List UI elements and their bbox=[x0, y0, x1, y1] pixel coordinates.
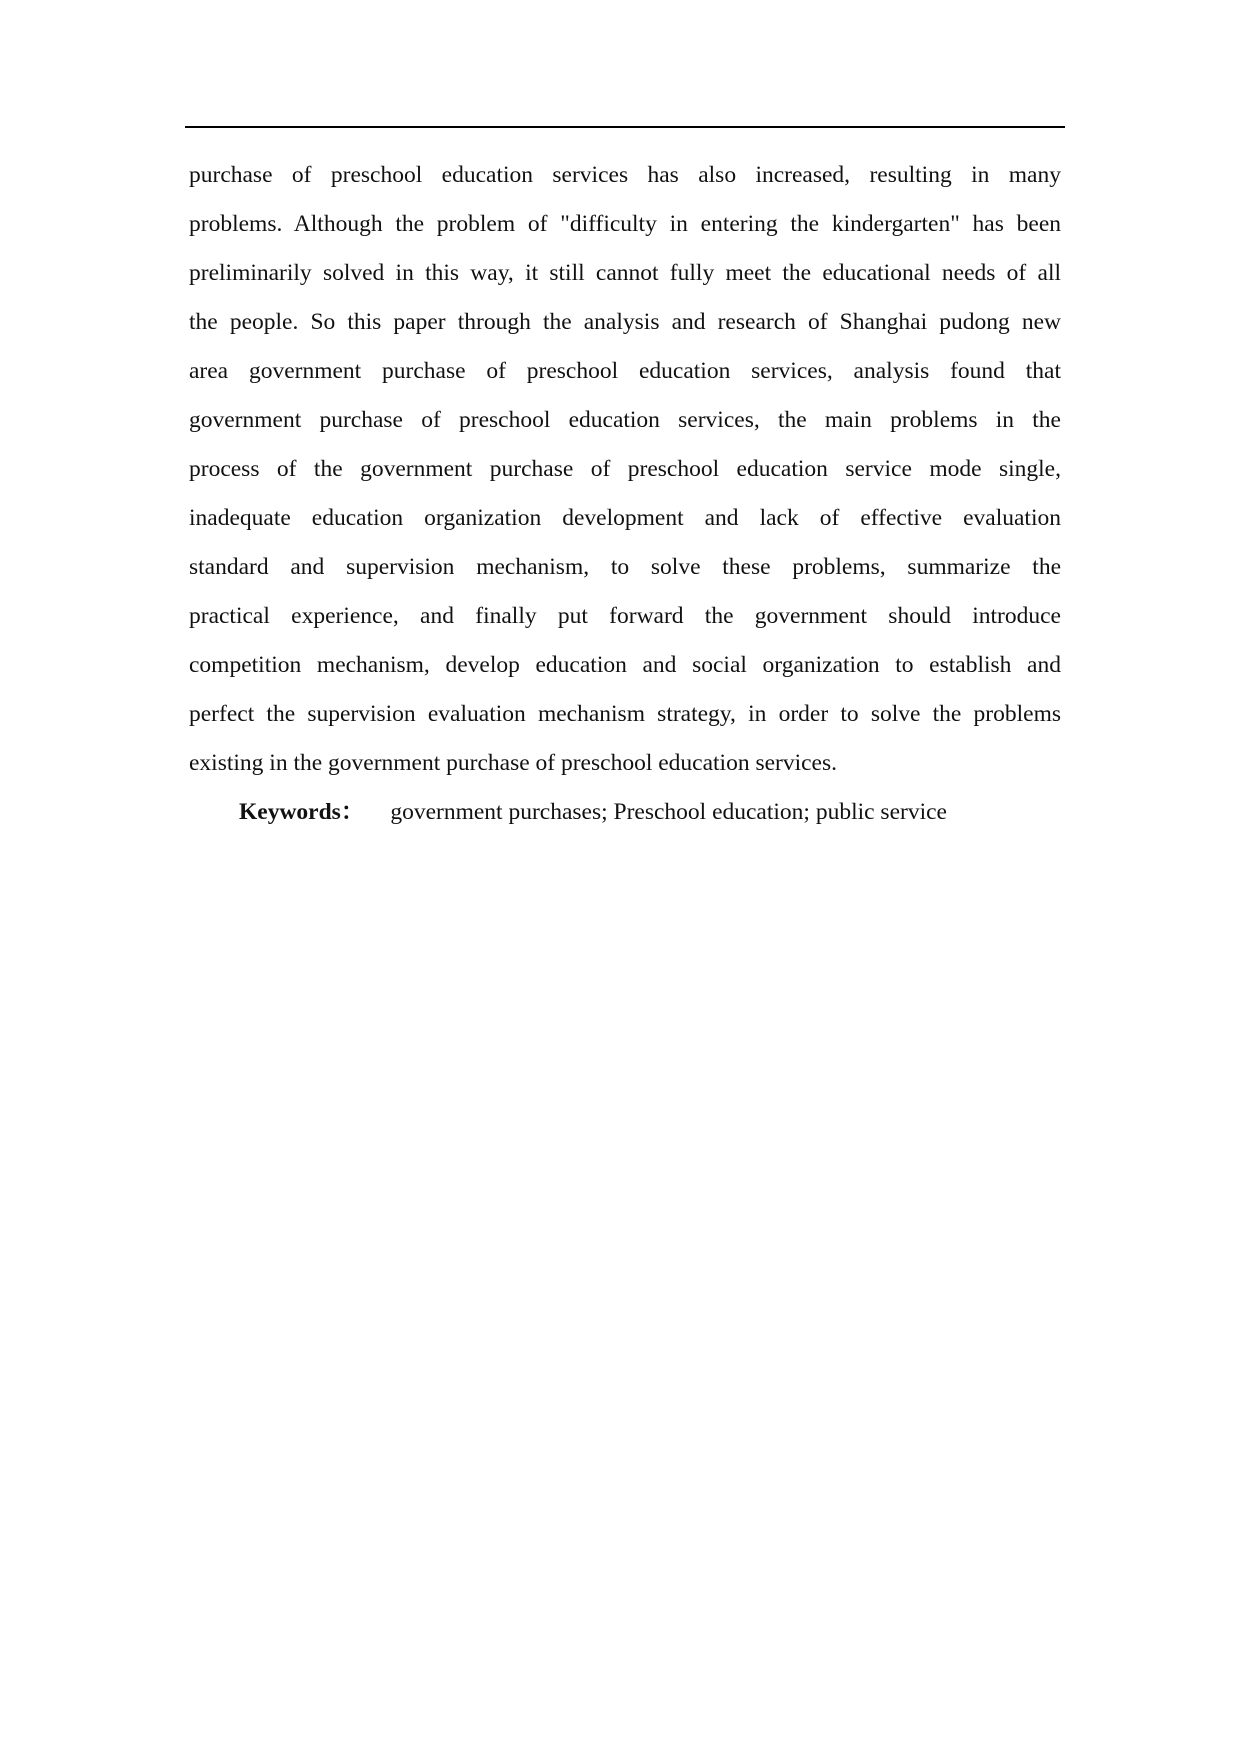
abstract-line: government purchase of preschool education services, the main problems in the bbox=[189, 407, 1061, 433]
abstract-line: practical experience, and finally put forward the government should introduce bbox=[189, 603, 1061, 629]
abstract-line: the people. So this paper through the analysis and research of Shanghai pudong new bbox=[189, 309, 1061, 335]
abstract-line: standard and supervision mechanism, to solve these problems, summarize the bbox=[189, 554, 1061, 580]
abstract-line: inadequate education organization development and lack of effective evaluation bbox=[189, 505, 1061, 531]
abstract-line: perfect the supervision evaluation mechanism strategy, in order to solve the problems bbox=[189, 701, 1061, 727]
abstract-line: competition mechanism, develop education and social organization to establish and bbox=[189, 652, 1061, 678]
keywords-colon: ： bbox=[340, 799, 365, 825]
abstract-line: preliminarily solved in this way, it still cannot fully meet the educational needs of all bbox=[189, 260, 1061, 286]
keywords-row bbox=[189, 788, 1061, 837]
keywords-label: Keywords bbox=[239, 799, 341, 825]
abstract-line: purchase of preschool education services has also increased, resulting in many bbox=[189, 162, 1061, 188]
abstract-line: existing in the government purchase of preschool education services. bbox=[189, 750, 838, 776]
abstract-line: area government purchase of preschool education services, analysis found that bbox=[189, 358, 1061, 384]
header-rule bbox=[185, 126, 1065, 128]
abstract-line: process of the government purchase of preschool education service mode single, bbox=[189, 456, 1061, 482]
keywords-value: government purchases; Preschool education; public service bbox=[390, 799, 947, 825]
abstract-line: problems. Although the problem of "difficulty in entering the kindergarten" has been bbox=[189, 211, 1061, 237]
abstract-body bbox=[189, 151, 1061, 837]
